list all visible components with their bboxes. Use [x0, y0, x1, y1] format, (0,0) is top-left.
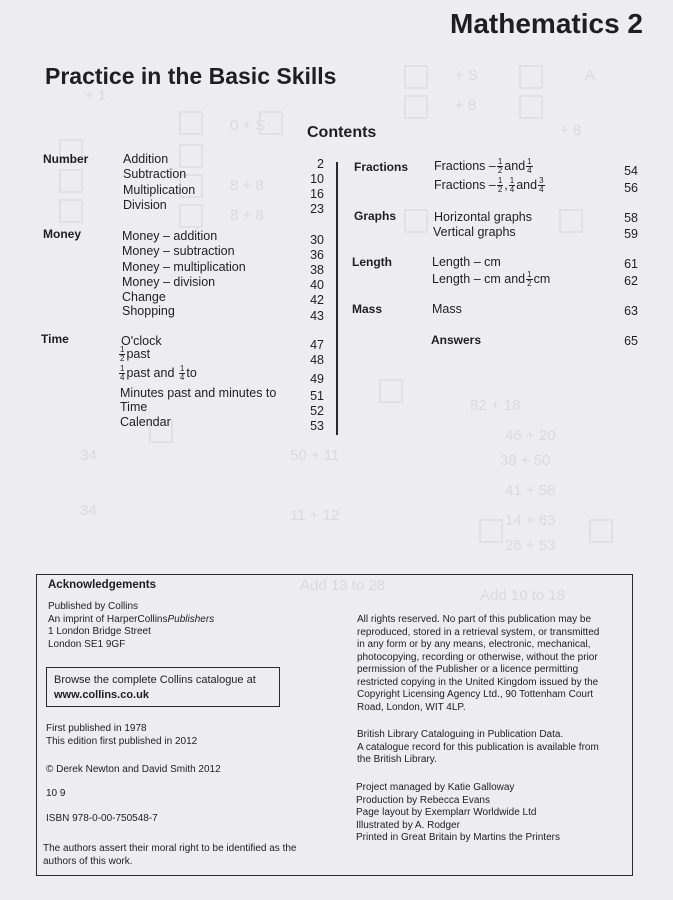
- svg-text:+ 1: + 1: [85, 87, 107, 104]
- svg-text:26 + 53: 26 + 53: [505, 537, 556, 554]
- toc-page: 40: [310, 278, 324, 292]
- print-line: 10 9: [46, 788, 66, 799]
- section-graphs: Graphs: [354, 209, 397, 223]
- toc-page: 30: [310, 233, 324, 247]
- svg-text:38 + 50: 38 + 50: [500, 452, 551, 469]
- toc-item: Division: [123, 198, 167, 212]
- svg-text:34: 34: [80, 502, 97, 519]
- section-money: Money: [43, 227, 82, 241]
- toc-item-quarter: $\frac{1}{4}$ past and $\frac{1}{4}$ to: [120, 364, 197, 382]
- toc-item: Length – cm: [432, 255, 501, 269]
- toc-item: Multiplication: [123, 183, 196, 197]
- svg-text:Add 13 to 28: Add 13 to 28: [300, 577, 386, 594]
- svg-text:A: A: [585, 67, 596, 84]
- toc-page: 51: [310, 389, 324, 403]
- svg-text:14 + 63: 14 + 63: [505, 512, 556, 529]
- toc-page: 62: [624, 274, 638, 288]
- publication-dates: First published in 1978 This edition first published in 2012: [46, 723, 198, 747]
- section-number: Number: [43, 152, 89, 166]
- svg-text:82 + 18: 82 + 18: [470, 397, 521, 414]
- svg-text:8 + 8: 8 + 8: [230, 207, 264, 224]
- toc-page: 53: [310, 419, 324, 433]
- svg-text:Add 10 to 18: Add 10 to 18: [480, 587, 566, 604]
- toc-page: 16: [310, 187, 324, 201]
- toc-page: 42: [310, 293, 324, 307]
- toc-item: Money – addition: [122, 229, 218, 243]
- section-answers: Answers: [431, 333, 482, 347]
- toc-page: 23: [310, 202, 324, 216]
- section-time: Time: [41, 332, 69, 346]
- collins-website-link[interactable]: www.collins.co.uk: [54, 689, 149, 701]
- contents-divider: [336, 162, 338, 435]
- toc-item-half-past: $\frac{1}{2}$ past: [120, 345, 151, 363]
- toc-page: 59: [624, 227, 638, 241]
- toc-page: 54: [624, 164, 638, 178]
- isbn: ISBN 978-0-00-750548-7: [46, 813, 158, 824]
- toc-page: 63: [624, 304, 638, 318]
- toc-page: 56: [624, 181, 638, 195]
- svg-text:50 + 11: 50 + 11: [290, 447, 340, 464]
- toc-item: Horizontal graphs: [434, 210, 532, 224]
- svg-text:+ 8: + 8: [455, 97, 477, 114]
- publisher-block: Published by Collins An imprint of HarperCollinsPublishers 1 London Bridge Street London SE1 9GF: [48, 601, 215, 650]
- toc-item: Money – subtraction: [122, 244, 235, 258]
- svg-text:8 + 8: 8 + 8: [230, 177, 264, 194]
- toc-item-fractions-2: Fractions – $\frac{1}{2}$ , $\frac{1}{4}$ and $\frac{3}{4}$: [434, 176, 544, 194]
- toc-item: Calendar: [120, 415, 171, 429]
- svg-text:+ 8: + 8: [560, 122, 582, 139]
- toc-page: 58: [624, 211, 638, 225]
- svg-text:0 + S: 0 + S: [230, 117, 266, 134]
- toc-item: Money – division: [122, 275, 216, 289]
- toc-item: Time: [120, 400, 148, 414]
- rights-reserved: All rights reserved. No part of this publication may be reproduced, stored in a retrieval system, or transmitted in any form or by any means, electronic, mechanical, photocopying, recording or otherwise, without the prior permission of the Publisher or a licence permitting restricted copying in the United Kingdom issued by the Copyright Licensing Agency Ltd., 90 Tottenham Court Road, London, WIT 4LP.: [357, 614, 600, 713]
- fraction: $\frac{1}{2}$: [120, 345, 125, 363]
- toc-item: Shopping: [122, 304, 175, 318]
- toc-item-length-half: Length – cm and $\frac{1}{2}$ cm: [432, 270, 551, 288]
- toc-page: 61: [624, 257, 638, 271]
- contents-heading: Contents: [307, 124, 377, 141]
- toc-item: Subtraction: [123, 167, 187, 181]
- section-fractions: Fractions: [354, 160, 409, 174]
- svg-text:11 + 12: 11 + 12: [290, 507, 340, 524]
- toc-item: Change: [122, 290, 166, 304]
- credits: Project managed by Katie Galloway Production by Rebecca Evans Page layout by Exemplarr Worldwide Ltd Illustrated by A. Rodger Printed in Great Britain by Martins the Printers: [356, 782, 560, 843]
- series-title: Mathematics 2: [450, 8, 643, 39]
- svg-text:46 + 20: 46 + 20: [505, 427, 556, 444]
- toc-page: 47: [310, 338, 324, 352]
- toc-page: 49: [310, 372, 324, 386]
- moral-rights: The authors assert their moral right to be identified as the authors of this work.: [43, 843, 297, 867]
- fraction: $\frac{1}{4}$: [179, 364, 185, 382]
- toc-item: Minutes past and minutes to: [120, 386, 277, 400]
- svg-text:+ S: + S: [455, 67, 478, 84]
- book-title: Practice in the Basic Skills: [45, 63, 337, 89]
- toc-item: Money – multiplication: [122, 260, 246, 274]
- toc-item: O'clock: [121, 334, 162, 348]
- svg-text:34: 34: [80, 447, 97, 464]
- svg-text:41 + 58: 41 + 58: [505, 482, 556, 499]
- toc-page: 10: [310, 172, 324, 186]
- toc-page: 43: [310, 309, 324, 323]
- fraction: $\frac{1}{4}$: [120, 364, 125, 382]
- toc-item: Vertical graphs: [433, 225, 516, 239]
- acknowledgements-title: Acknowledgements: [48, 579, 156, 591]
- browse-catalogue-box: Browse the complete Collins catalogue at www.collins.co.uk: [46, 667, 280, 707]
- toc-page: 65: [624, 334, 638, 348]
- section-length: Length: [352, 255, 392, 269]
- toc-item-fractions-1: Fractions – $\frac{1}{2}$ and $\frac{1}{4}$: [434, 157, 532, 175]
- toc-page: 2: [317, 157, 324, 171]
- toc-item: Addition: [123, 152, 169, 166]
- toc-page: 38: [310, 263, 324, 277]
- toc-item: Mass: [432, 302, 462, 316]
- copyright-line: © Derek Newton and David Smith 2012: [46, 764, 221, 775]
- toc-page: 36: [310, 248, 324, 262]
- section-mass: Mass: [352, 302, 383, 316]
- toc-page: 52: [310, 404, 324, 418]
- cataloguing-data: British Library Cataloguing in Publication Data. A catalogue record for this publication is available from the British Library.: [357, 729, 599, 765]
- toc-page: 48: [310, 353, 324, 367]
